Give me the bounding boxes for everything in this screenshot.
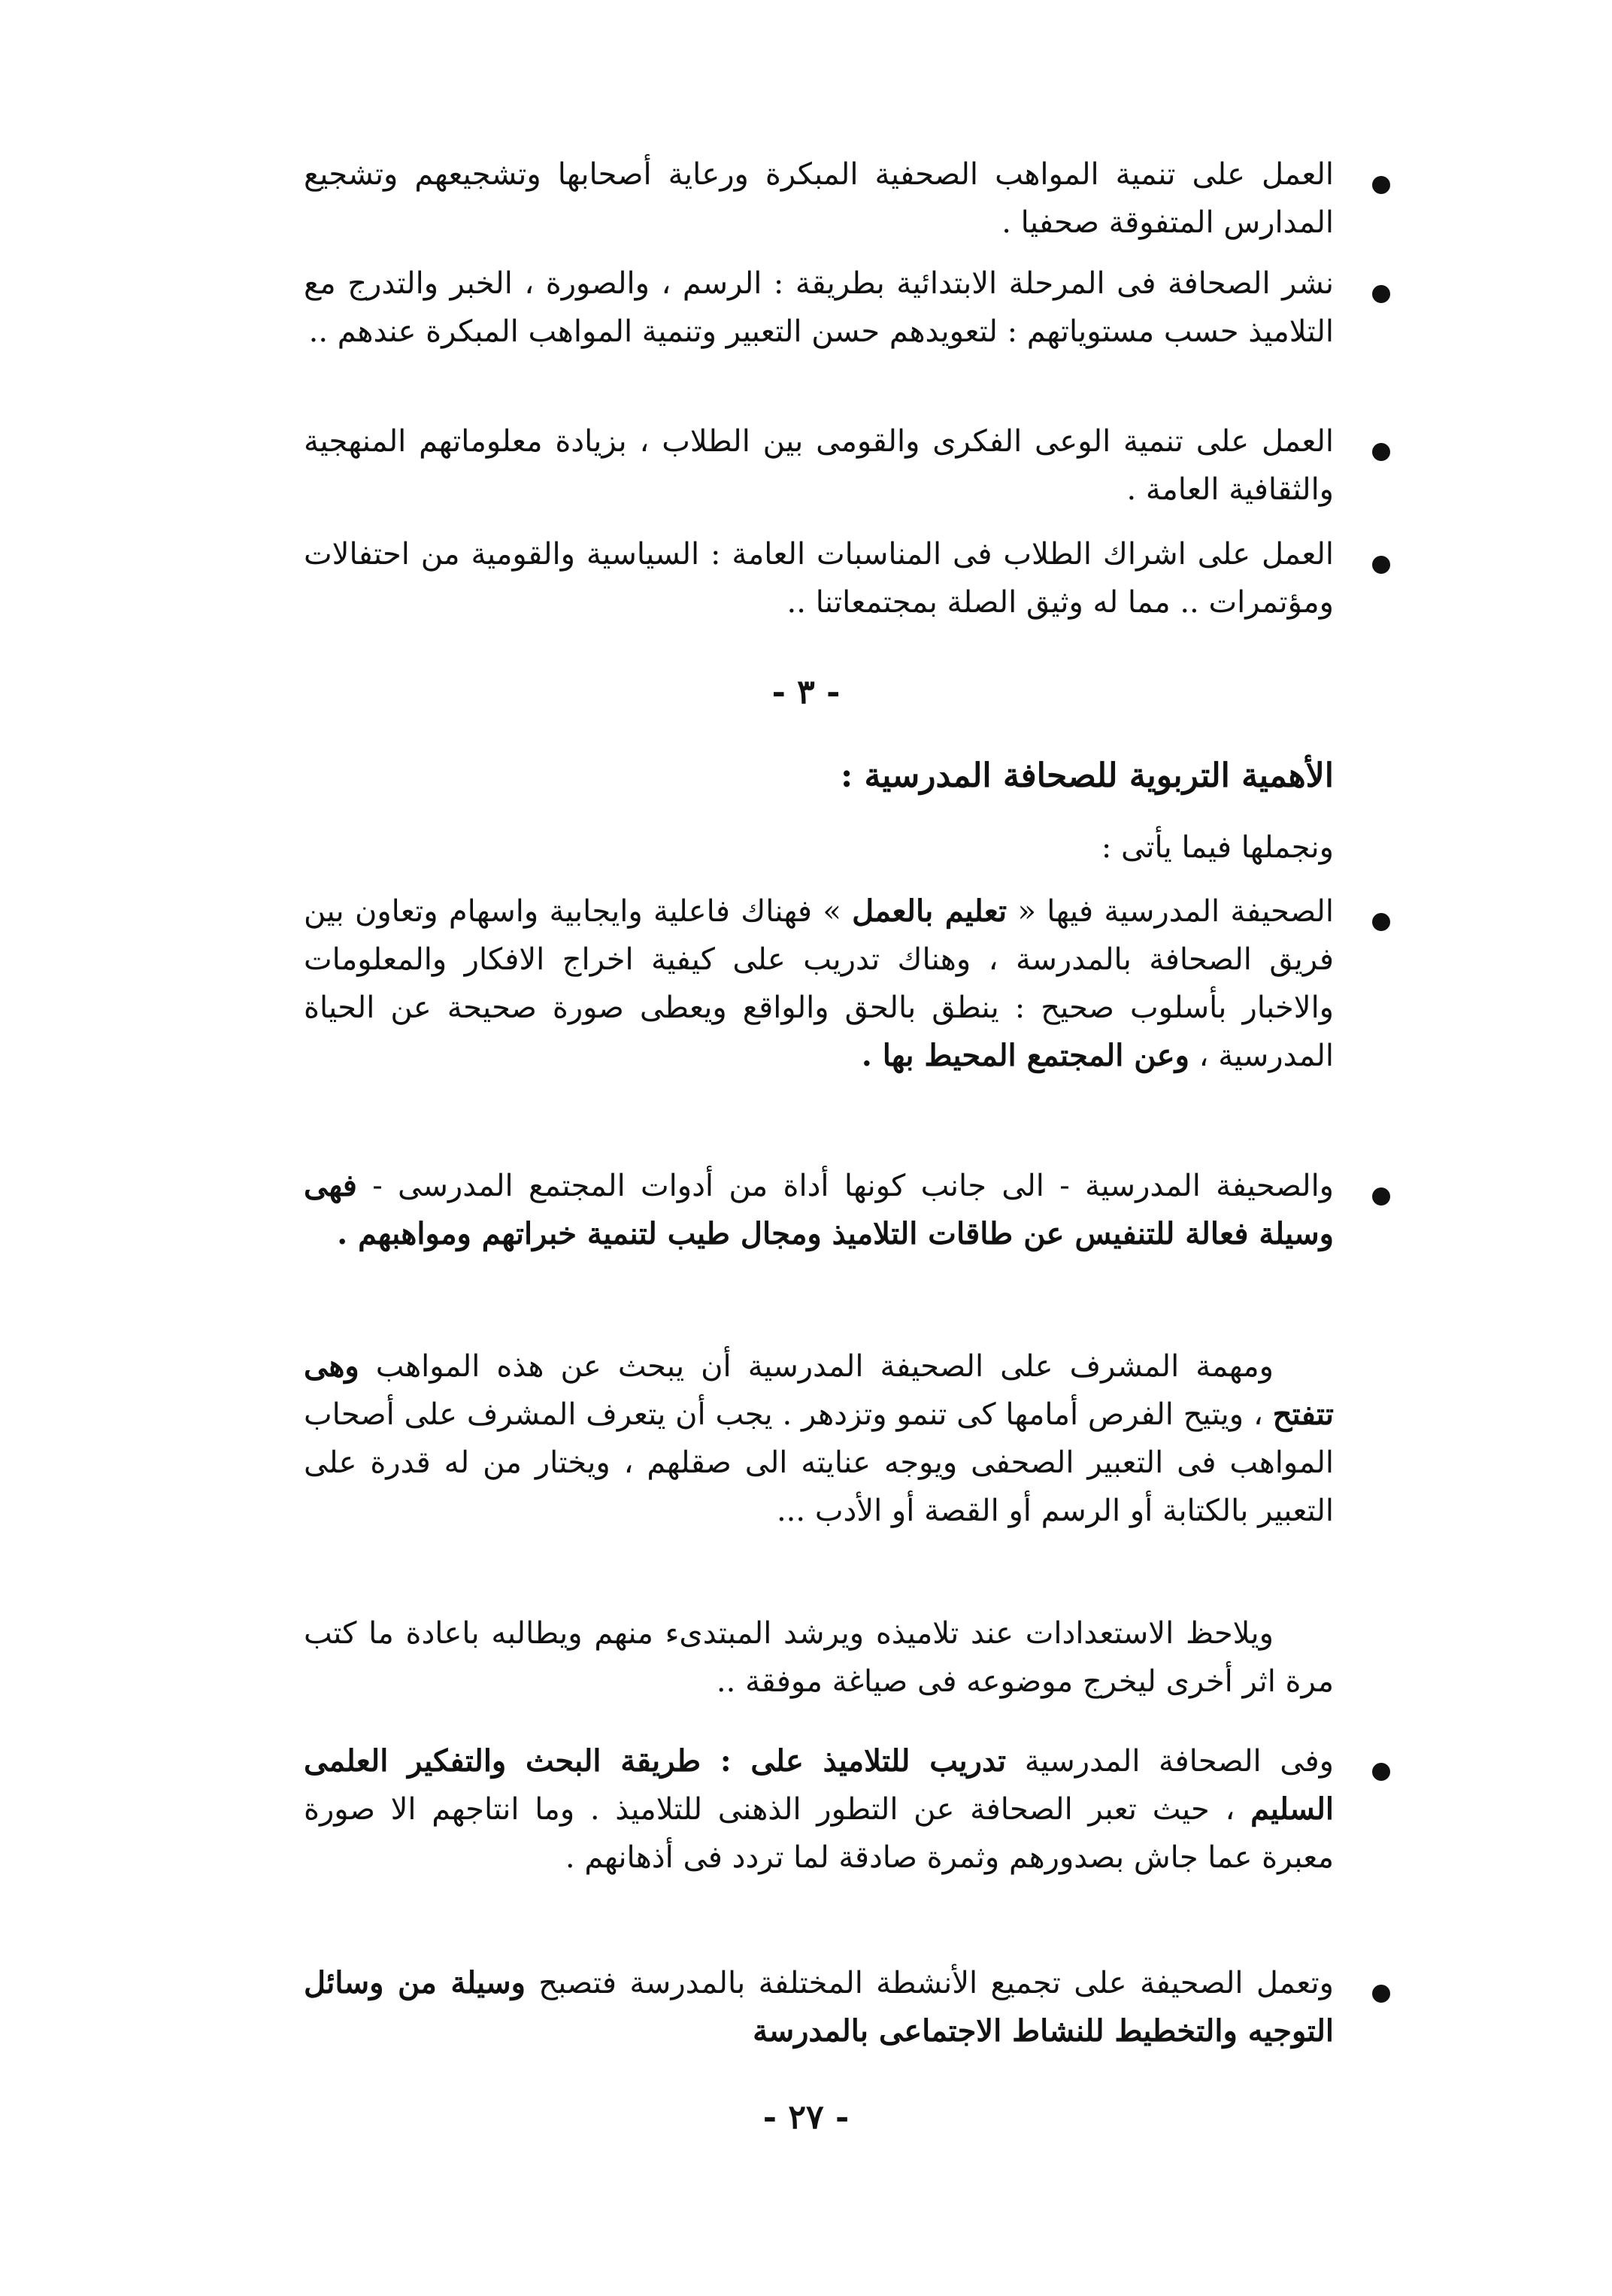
bullet-text: نشر الصحافة فى المرحلة الابتدائية بطريقة : الرسم ، والصورة ، الخبر والتدرج مع التلاميذ حسب مستوياتهم : لتعويدهم حسن التعبير وتنمية المواهب المبكرة عندهم ..: [304, 266, 1334, 349]
list-item: [304, 150, 1334, 247]
list-item: [304, 259, 1334, 356]
text-run: » فهناك فاعلية وايجابية واسهام وتعاون بين فريق الصحافة بالمدرسة ، وهناك تدريب على كيفية اخراج الافكار والمعلومات والاخبار بأسلوب صحيح : ينطق بالحق والواقع ويعطى صورة صحيحة عن الحياة المدرسية ،: [304, 894, 1334, 1073]
paragraph: ويلاحظ الاستعدادات عند تلاميذه ويرشد المبتدىء منهم ويطالبه باعادة ما كتب مرة اثر أخرى ليخرج موضوعه فى صياغة موفقة ..: [304, 1616, 1334, 1699]
section-heading: الأهمية التربوية للصحافة المدرسية :: [840, 757, 1334, 795]
bullet-text: [304, 1737, 1334, 1882]
text-run: ، ويتيح الفرص أمامها كى تنمو وتزدهر . يجب أن يتعرف المشرف على أصحاب المواهب فى التعبير الصحفى ويوجه عنايته الى صقلهم ، ويختار من له قدرة على التعبير بالكتابة أو الرسم أو القصة أو الأدب ...: [304, 1397, 1334, 1528]
list-item: [304, 530, 1334, 626]
emphasis-text: وهى تتفتح: [304, 1348, 1334, 1432]
bullet-icon: [1372, 1187, 1390, 1206]
text-run: ومهمة المشرف على الصحيفة المدرسية أن يبحث عن هذه المواهب: [359, 1349, 1274, 1384]
emphasis-text: وعن المجتمع المحيط بها .: [861, 1038, 1189, 1073]
bullet-icon: [1372, 1985, 1390, 2003]
bullet-text: العمل على تنمية الوعى الفكرى والقومى بين الطلاب ، بزيادة معلوماتهم المنهجية والثقافية العامة .: [304, 424, 1334, 507]
bullet-text: [304, 1162, 1334, 1258]
paragraph-block: [304, 1342, 1334, 1535]
bullet-text: [304, 887, 1334, 1080]
bullet-icon: [1372, 556, 1390, 574]
list-item: [304, 1959, 1334, 2055]
paragraph-block: [304, 1609, 1334, 1706]
list-item: [304, 1737, 1334, 1882]
intro-line: ونجملها فيما يأتى :: [1101, 830, 1334, 865]
bullet-icon: [1372, 1763, 1390, 1781]
paragraph: [304, 1342, 1334, 1535]
bullet-icon: [1372, 913, 1390, 931]
list-item: [304, 887, 1334, 1080]
bullet-icon: [1372, 443, 1390, 461]
section-number: - ٣ -: [771, 673, 841, 711]
bullet-text: العمل على تنمية المواهب الصحفية المبكرة ورعاية أصحابها وتشجيعهم وتشجيع المدارس المتفوقة صحفيا .: [304, 157, 1334, 240]
text-run: وفى الصحافة المدرسية: [1006, 1744, 1334, 1779]
bullet-text: [304, 1959, 1334, 2055]
text-run: ، حيث تعبر الصحافة عن التطور الذهنى للتلاميذ . وما انتاجهم الا صورة معبرة عما جاش بصدورهم وثمرة صادقة لما تردد فى أذهانهم .: [304, 1792, 1334, 1875]
emphasis-text: وسيلة من وسائل التوجيه والتخطيط للنشاط الاجتماعى بالمدرسة: [304, 1965, 1334, 2049]
list-item: [304, 1162, 1334, 1258]
emphasis-text: تعليم بالعمل: [852, 893, 1008, 929]
text-run: الصحيفة المدرسية فيها «: [1007, 894, 1334, 929]
emphasis-text: فهى وسيلة فعالة للتنفيس عن طاقات التلاميذ ومجال طيب لتنمية خبراتهم ومواهبهم .: [304, 1168, 1334, 1251]
bullet-text: العمل على اشراك الطلاب فى المناسبات العامة : السياسية والقومية من احتفالات ومؤتمرات .. مما له وثيق الصلة بمجتمعاتنا ..: [304, 537, 1334, 620]
list-item: [304, 417, 1334, 514]
text-run: وتعمل الصحيفة على تجميع الأنشطة المختلفة بالمدرسة فتصبح: [525, 1966, 1334, 2000]
emphasis-text: تدريب للتلاميذ على : طريقة البحث والتفكير العلمى السليم: [304, 1743, 1334, 1827]
text-run: والصحيفة المدرسية - الى جانب كونها أداة من أدوات المجتمع المدرسى -: [356, 1169, 1334, 1203]
page-number: - ٢٧ -: [762, 2098, 850, 2137]
bullet-icon: [1372, 285, 1390, 303]
bullet-icon: [1372, 176, 1390, 194]
